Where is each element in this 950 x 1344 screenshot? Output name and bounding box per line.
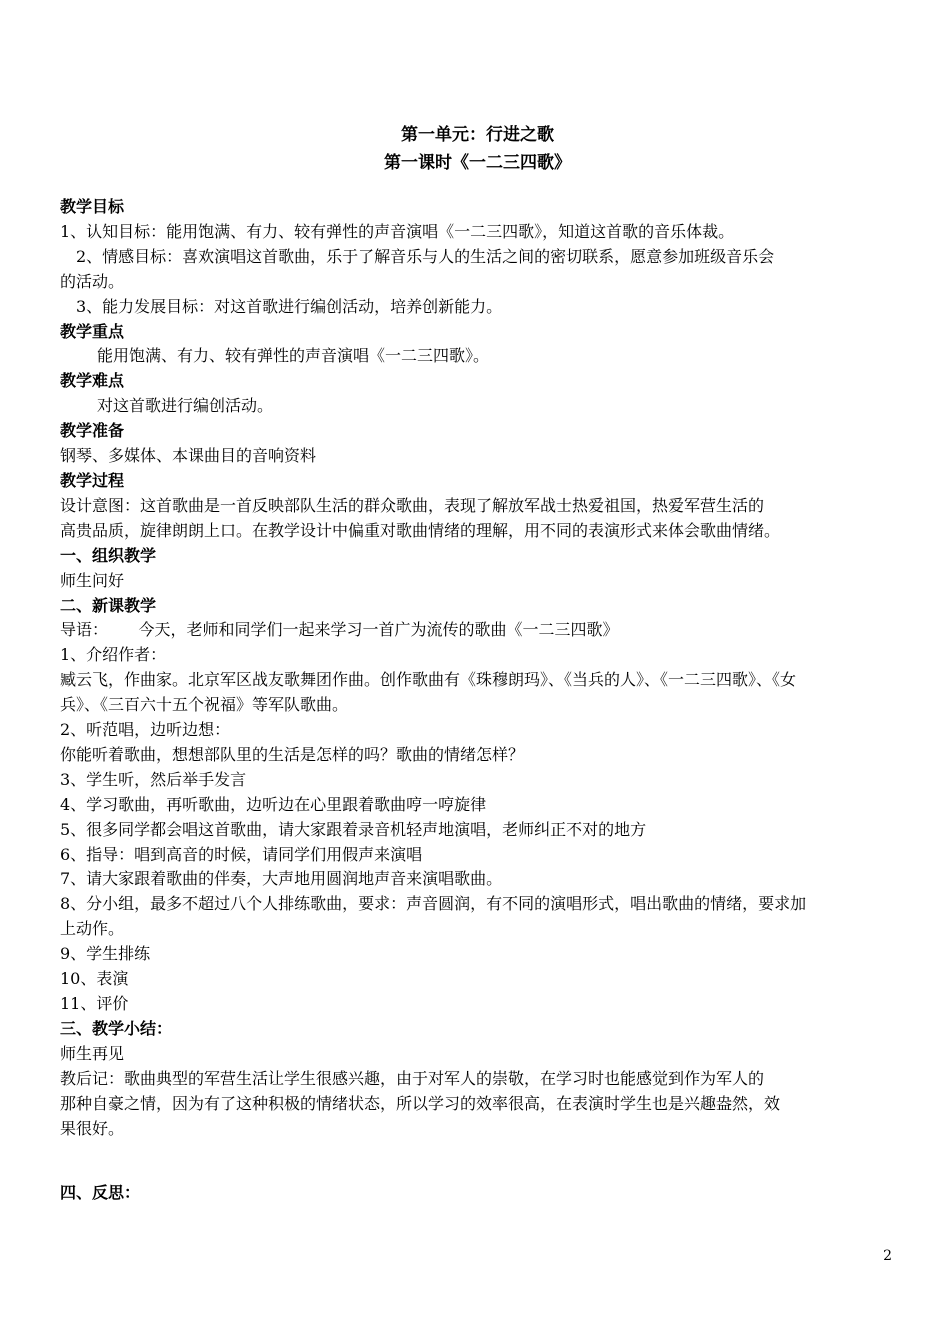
design-intent-cont: 高贵品质，旋律朗朗上口。在教学设计中偏重对歌曲情绪的理解，用不同的表演形式来体会歌曲情绪。 — [60, 520, 781, 540]
step-11: 11、评价 — [60, 994, 129, 1013]
difficulty-heading: 教学难点 — [60, 371, 125, 391]
afterword: 教后记：歌曲典型的军营生活让学生很感兴趣，由于对军人的崇敬，在学习时也能感觉到作为军人的 — [60, 1068, 765, 1088]
key-text: 能用饱满、有力、较有弹性的声音演唱《一二三四歌》。 — [97, 346, 490, 366]
goal-3: 3、能力发展目标：对这首歌进行编创活动，培养创新能力。 — [76, 296, 503, 316]
afterword-cont-2: 果很好。 — [60, 1118, 125, 1138]
section-1-heading: 一、组织教学 — [60, 545, 157, 565]
step-2-question: 你能听着歌曲，想想部队里的生活是怎样的吗？歌曲的情绪怎样？ — [60, 744, 525, 764]
goals-heading: 教学目标 — [60, 197, 125, 216]
step-4: 4、学习歌曲，再听歌曲，边听边在心里跟着歌曲哼一哼旋律 — [60, 794, 487, 814]
step-6: 6、指导：唱到高音的时候，请同学们用假声来演唱 — [60, 844, 423, 864]
section-1-text: 师生问好 — [60, 570, 125, 590]
author-info-cont: 兵》、《三百六十五个祝福》等军队歌曲。 — [60, 695, 349, 715]
lesson-title: 第一课时《一二三四歌》 — [384, 153, 571, 173]
section-3-heading: 三、教学小结： — [60, 1018, 173, 1038]
process-heading: 教学过程 — [60, 470, 125, 490]
step-7: 7、请大家跟着歌曲的伴奏，大声地用圆润地声音来演唱歌曲。 — [60, 869, 503, 889]
step-1: 1、介绍作者： — [60, 645, 167, 665]
spacer — [60, 1141, 895, 1181]
step-8-cont: 上动作。 — [60, 919, 125, 939]
step-9: 9、学生排练 — [60, 944, 151, 964]
step-10: 10、表演 — [60, 969, 129, 989]
goal-2: 2、情感目标：喜欢演唱这首歌曲，乐于了解音乐与人的生活之间的密切联系，愿意参加班级音乐会 — [76, 246, 775, 266]
goal-2-cont: 的活动。 — [60, 271, 125, 291]
afterword-cont-1: 那种自豪之情，因为有了这种积极的情绪状态，所以学习的效率很高，在表演时学生也是兴趣盎然，效 — [60, 1093, 781, 1113]
lesson-body — [60, 195, 895, 1206]
section-2-heading: 二、新课教学 — [60, 595, 157, 615]
page-number: 2 — [883, 1248, 892, 1264]
intro-text: 导语： 今天，老师和同学们一起来学习一首广为流传的歌曲《一二三四歌》 — [60, 620, 619, 640]
step-2: 2、听范唱，边听边想： — [60, 720, 231, 740]
step-8: 8、分小组，最多不超过八个人排练歌曲，要求：声音圆润，有不同的演唱形式，唱出歌曲的情绪，要求加 — [60, 894, 807, 914]
author-info: 臧云飞，作曲家。北京军区战友歌舞团作曲。创作歌曲有《珠穆朗玛》、《当兵的人》、《一二三四歌》、《女 — [60, 670, 797, 690]
section-3-text: 师生再见 — [60, 1043, 125, 1063]
design-intent: 设计意图：这首歌曲是一首反映部队生活的群众歌曲，表现了解放军战士热爱祖国，热爱军营生活的 — [60, 495, 765, 515]
difficulty-text: 对这首歌进行编创活动。 — [97, 396, 274, 416]
prep-text: 钢琴、多媒体、本课曲目的音响资料 — [60, 446, 317, 466]
prep-heading: 教学准备 — [60, 421, 125, 441]
section-4-heading: 四、反思： — [60, 1183, 141, 1203]
goal-1: 1、认知目标：能用饱满、有力、较有弹性的声音演唱《一二三四歌》，知道这首歌的音乐体裁。 — [60, 221, 735, 241]
step-5: 5、很多同学都会唱这首歌曲，请大家跟着录音机轻声地演唱，老师纠正不对的地方 — [60, 819, 647, 839]
key-heading: 教学重点 — [60, 321, 125, 341]
step-3: 3、学生听，然后举手发言 — [60, 769, 247, 789]
unit-title: 第一单元：行进之歌 — [401, 125, 554, 145]
